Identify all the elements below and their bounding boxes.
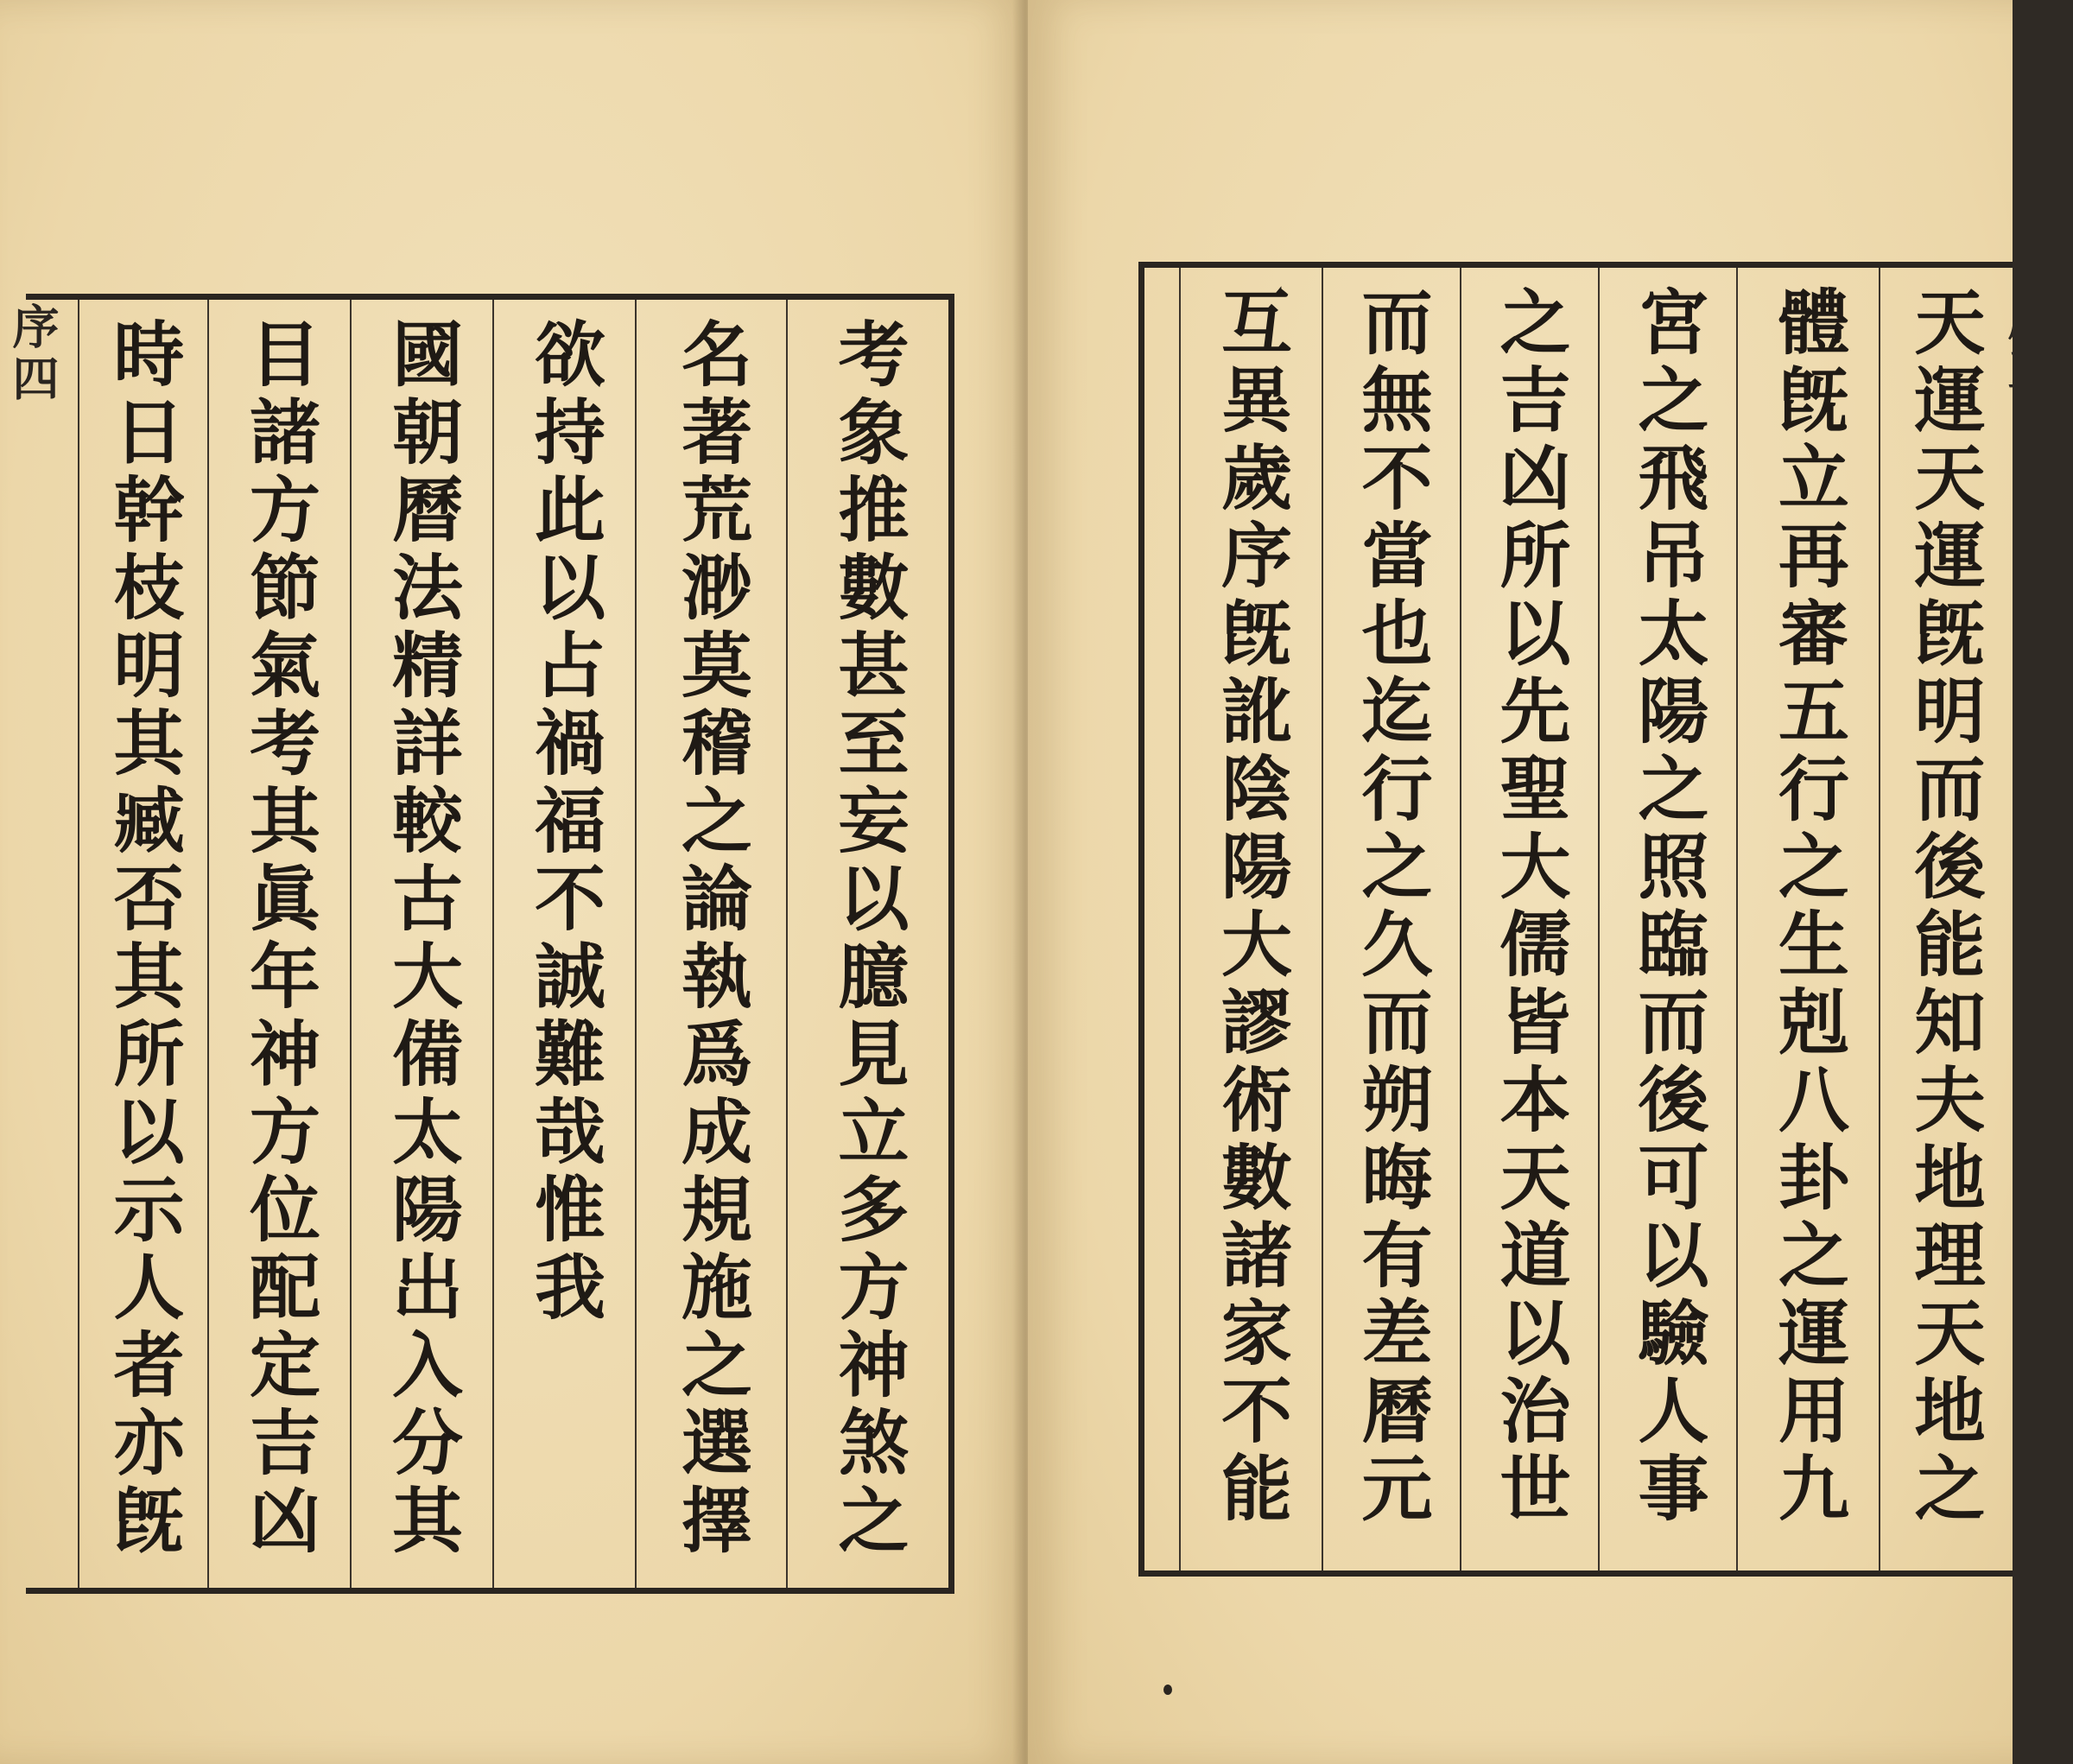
right-column-5 xyxy=(1322,268,1460,1570)
left-column-2 xyxy=(635,300,786,1588)
column-text: 目諸方節氣考其眞年神方位配定吉凶 xyxy=(238,317,321,1561)
column-text: 之吉凶所以先聖大儒皆本天道以治世 xyxy=(1488,285,1571,1529)
column-text: 而無不當也迄行之久而朔晦有差曆元 xyxy=(1350,285,1433,1529)
column-text: 名著荒渺莫稽之論執爲成規施之選擇 xyxy=(669,317,753,1561)
right-page xyxy=(1028,0,2037,1764)
right-column-3 xyxy=(1598,268,1736,1570)
column-text: 體旣立再審五行之生剋八卦之運用九 xyxy=(1766,285,1850,1529)
column-text: 國朝曆法精詳較古大備太陽出入分其 xyxy=(380,317,464,1561)
left-column-5 xyxy=(207,300,350,1588)
column-text: 宮之飛吊太陽之照臨而後可以驗人事 xyxy=(1626,285,1709,1529)
column-text: 互異歲序旣訛陰陽大謬術數諸家不能 xyxy=(1209,285,1293,1529)
left-column-1 xyxy=(786,300,948,1588)
right-column-1 xyxy=(1879,268,2008,1570)
column-text: 欲持此以占禍福不誠難哉惟我 xyxy=(523,317,606,1328)
right-column-2 xyxy=(1736,268,1879,1570)
column-text: 天運天運旣明而後能知夫地理天地之 xyxy=(1903,285,1986,1529)
column-text: 考象推數甚至妄以臆見立多方神煞之 xyxy=(827,317,910,1561)
right-text-frame xyxy=(1138,262,2037,1577)
ink-speck xyxy=(1163,1685,1172,1695)
page-edge-shadow xyxy=(2013,0,2073,1764)
column-text: 時日幹枝明其臧否其所以示人者亦旣 xyxy=(102,317,185,1561)
left-column-6 xyxy=(78,300,207,1588)
left-text-frame xyxy=(26,294,954,1594)
right-column-4 xyxy=(1460,268,1598,1570)
left-column-3 xyxy=(492,300,635,1588)
left-page xyxy=(0,0,1028,1764)
left-column-4 xyxy=(350,300,492,1588)
left-margin-label: 序四 xyxy=(5,302,60,406)
right-column-6 xyxy=(1179,268,1322,1570)
